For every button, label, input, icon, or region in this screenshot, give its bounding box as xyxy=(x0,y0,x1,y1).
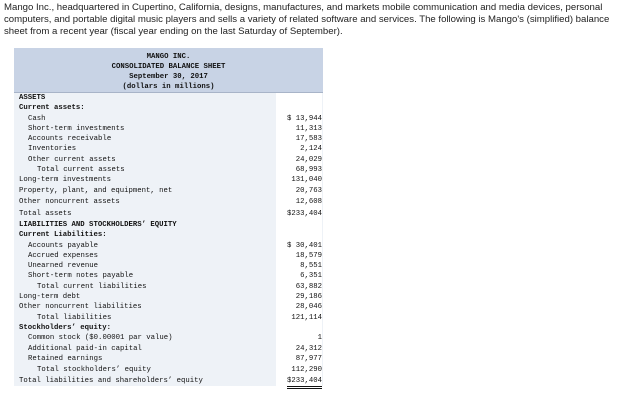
row-value: 20,763 xyxy=(295,186,322,195)
row-value-cell xyxy=(276,196,322,208)
row-value-cell xyxy=(276,344,322,354)
table-row xyxy=(14,124,323,134)
row-label: Long-term debt xyxy=(19,293,81,302)
row-label: Total liabilities xyxy=(37,313,112,322)
row-value-cell xyxy=(276,220,322,230)
table-row xyxy=(14,313,323,323)
row-label: Additional paid-in capital xyxy=(28,344,142,353)
row-label: Total stockholders’ equity xyxy=(37,366,151,375)
table-row xyxy=(14,364,323,376)
row-value-cell xyxy=(276,124,322,134)
table-row xyxy=(14,344,323,354)
row-value-cell xyxy=(276,155,322,165)
row-value-cell xyxy=(276,175,322,185)
statement-title: CONSOLIDATED BALANCE SHEET xyxy=(111,63,226,71)
statement-date: September 30, 2017 xyxy=(129,73,208,81)
table-row xyxy=(14,134,323,144)
intro-paragraph: Mango Inc., headquartered in Cupertino, California, designs, manufactures, and markets mobile communication and media devices, personal computers, and portable digital music players and sells a variety of related software and services. The following is Mango's (simplified) balance sheet from a recent year (fiscal year ending on the last Saturday of September). xyxy=(4,2,610,37)
row-label: Retained earnings xyxy=(28,354,103,363)
table-row xyxy=(14,271,323,281)
row-value-cell xyxy=(276,103,322,113)
row-value-cell xyxy=(276,134,322,144)
table-row xyxy=(14,114,323,124)
row-value: 68,993 xyxy=(295,166,322,175)
table-row xyxy=(14,251,323,261)
row-value-cell xyxy=(276,313,322,323)
row-label: LIABILITIES AND STOCKHOLDERS’ EQUITY xyxy=(19,220,177,229)
row-value: 17,583 xyxy=(295,135,322,144)
table-row xyxy=(14,261,323,271)
row-value-cell xyxy=(276,165,322,175)
row-value-cell xyxy=(276,364,322,376)
row-value: 6,351 xyxy=(300,271,322,282)
table-row xyxy=(14,93,323,103)
row-label: Property, plant, and equipment, net xyxy=(19,186,173,195)
table-row xyxy=(14,186,323,196)
row-value-cell xyxy=(276,186,322,196)
table-row xyxy=(14,333,323,343)
row-label: Total current assets xyxy=(37,166,125,175)
row-value: 112,290 xyxy=(291,364,322,377)
row-label: Cash xyxy=(28,114,46,123)
row-value-cell xyxy=(276,114,322,124)
row-value-cell xyxy=(276,282,322,292)
row-value: 1 xyxy=(317,334,322,343)
table-row xyxy=(14,144,323,154)
table-row xyxy=(14,302,323,312)
row-value-cell xyxy=(276,354,322,364)
row-label: Total current liabilities xyxy=(37,282,147,291)
row-value-cell xyxy=(276,323,322,333)
row-value: 87,977 xyxy=(296,354,322,365)
row-value: 24,312 xyxy=(295,344,322,353)
row-value: 2,124 xyxy=(300,145,322,154)
row-value: 63,882 xyxy=(295,282,322,291)
row-value-cell xyxy=(276,302,322,312)
row-value-cell xyxy=(276,251,322,261)
table-row xyxy=(14,376,323,386)
table-row xyxy=(14,292,323,302)
row-value: 8,551 xyxy=(300,262,322,271)
row-value-cell xyxy=(276,241,322,251)
row-value: 121,114 xyxy=(291,313,322,322)
row-label: Short-term investments xyxy=(28,124,125,133)
row-label: Other current assets xyxy=(28,155,116,164)
table-row xyxy=(14,155,323,165)
row-value-cell xyxy=(276,261,322,271)
row-label: Other noncurrent liabilities xyxy=(19,303,142,312)
row-value-cell xyxy=(276,93,322,103)
statement-units: (dollars in millions) xyxy=(122,83,215,91)
balance-sheet xyxy=(14,48,323,384)
table-row xyxy=(14,196,323,208)
row-value-cell xyxy=(276,144,322,154)
company-name: MANGO INC. xyxy=(146,53,191,61)
table-row xyxy=(14,220,323,230)
row-value: 11,313 xyxy=(295,124,322,133)
table-row xyxy=(14,103,323,113)
table-row xyxy=(14,241,323,251)
table-row xyxy=(14,282,323,292)
row-value-cell xyxy=(276,333,322,343)
row-label: Current assets: xyxy=(19,104,85,113)
balance-sheet-body xyxy=(14,93,323,386)
row-label: Unearned revenue xyxy=(28,262,99,271)
row-value: $233,404 xyxy=(287,208,322,223)
table-row xyxy=(14,354,323,364)
row-value: $ 13,944 xyxy=(286,114,322,123)
row-value-cell xyxy=(276,376,322,386)
table-row xyxy=(14,208,323,220)
row-label: Current Liabilities: xyxy=(19,231,107,240)
row-value-cell xyxy=(276,292,322,302)
row-value: 18,579 xyxy=(295,251,322,260)
table-row xyxy=(14,230,323,240)
row-value-cell xyxy=(276,208,322,220)
row-label: Accrued expenses xyxy=(28,251,99,260)
row-value-cell xyxy=(276,271,322,281)
balance-sheet-header xyxy=(14,48,323,93)
row-value: 12,608 xyxy=(296,196,322,209)
row-label: ASSETS xyxy=(19,94,46,102)
row-label: Accounts payable xyxy=(28,241,99,250)
table-row xyxy=(14,323,323,333)
row-label: Total assets xyxy=(19,209,72,218)
row-value: $233,404 xyxy=(287,376,322,389)
row-value: 28,046 xyxy=(296,302,322,313)
row-value: 131,040 xyxy=(291,176,322,185)
row-value: 29,186 xyxy=(295,293,322,302)
row-label: Common stock ($0.00001 par value) xyxy=(28,334,173,343)
table-row xyxy=(14,165,323,175)
row-label: Total liabilities and shareholders’ equity xyxy=(19,377,203,386)
row-value-cell xyxy=(276,230,322,240)
row-label: Stockholders’ equity: xyxy=(19,323,111,332)
row-value: 24,029 xyxy=(296,155,322,166)
row-label: Long-term investments xyxy=(19,176,111,185)
row-label: Inventories xyxy=(28,145,77,154)
row-label: Accounts receivable xyxy=(28,135,112,144)
row-label: Other noncurrent assets xyxy=(19,197,120,206)
table-row xyxy=(14,175,323,185)
row-value: $ 30,401 xyxy=(286,241,322,250)
row-label: Short-term notes payable xyxy=(28,272,134,281)
